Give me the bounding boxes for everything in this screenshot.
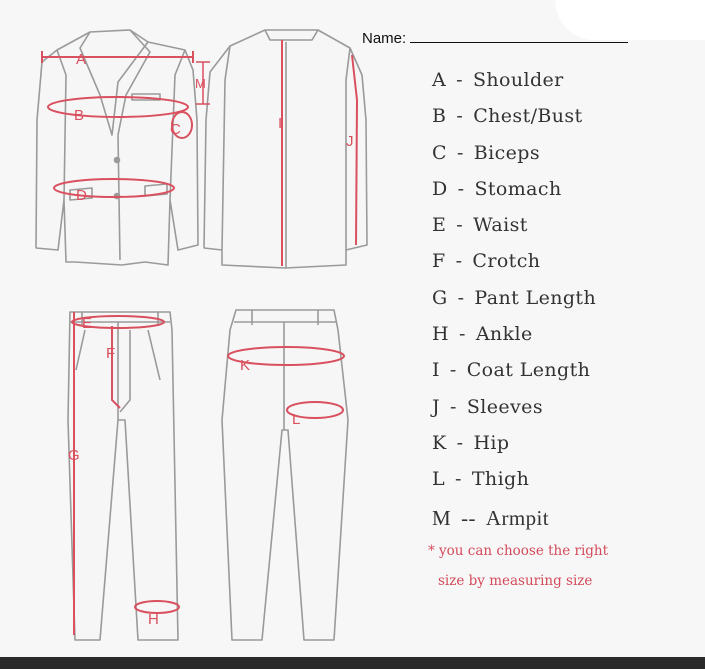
legend-item: M -- Armpit — [432, 505, 549, 530]
label-g: G — [68, 447, 80, 464]
legend-item: F - Crotch — [432, 250, 541, 273]
legend-item: L - Thigh — [432, 468, 530, 491]
legend-item: J - Sleeves — [432, 395, 543, 418]
legend-item: D - Stomach — [432, 177, 562, 200]
label-e: E — [82, 315, 93, 332]
legend-item: E - Waist — [432, 214, 528, 237]
label-d: D — [76, 187, 87, 204]
label-k: K — [240, 357, 251, 374]
name-blank-line — [410, 30, 628, 43]
legend-item: H - Ankle — [432, 323, 533, 346]
label-i: I — [278, 115, 283, 132]
name-field — [362, 30, 628, 47]
label-h: H — [148, 611, 159, 628]
jacket-back-sketch — [204, 30, 367, 268]
sizing-note-line-2: size by measuring size — [438, 573, 593, 589]
trousers-front-sketch — [68, 312, 178, 640]
jacket-front-sketch — [36, 30, 198, 265]
label-j: J — [346, 133, 354, 150]
legend-item: K - Hip — [432, 431, 510, 454]
legend-item: G - Pant Length — [432, 286, 597, 309]
legend-item: C - Biceps — [432, 141, 541, 164]
label-b: B — [74, 107, 85, 124]
measurement-legend — [432, 66, 596, 540]
sizing-note-line-1: * you can choose the right — [428, 543, 609, 559]
footer-bar — [0, 657, 705, 669]
legend-item: I - Coat Length — [432, 359, 591, 382]
label-m: M — [195, 76, 206, 91]
name-label: Name: — [362, 30, 407, 47]
legend-item: A - Shoulder — [432, 69, 564, 91]
legend-item: B - Chest/Bust — [432, 105, 583, 128]
label-a: A — [76, 51, 87, 68]
label-c: C — [170, 121, 181, 138]
label-l: L — [292, 411, 301, 428]
label-f: F — [106, 345, 116, 362]
